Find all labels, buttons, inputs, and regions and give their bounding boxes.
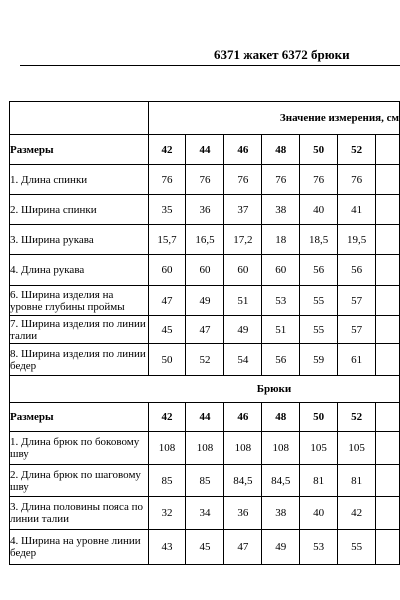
param-label: 1. Длина спинки <box>10 165 149 195</box>
blank-cell <box>376 225 400 255</box>
blank-cell <box>376 135 400 165</box>
value-cell: 54 <box>224 344 262 376</box>
value-cell: 41 <box>338 195 376 225</box>
value-cell: 40 <box>300 497 338 530</box>
measure-title: Значение измерения, см <box>148 102 399 135</box>
value-cell: 85 <box>148 465 186 497</box>
value-cell: 56 <box>262 344 300 376</box>
jacket-size-row <box>10 135 400 165</box>
value-cell: 43 <box>148 530 186 565</box>
size-header: 50 <box>300 403 338 432</box>
table-row <box>10 530 400 565</box>
value-cell: 53 <box>262 286 300 316</box>
param-label: 2. Ширина спинки <box>10 195 149 225</box>
value-cell: 18 <box>262 225 300 255</box>
value-cell: 49 <box>186 286 224 316</box>
size-chart-table <box>9 101 400 565</box>
value-cell: 105 <box>338 432 376 465</box>
value-cell: 60 <box>186 255 224 286</box>
value-cell: 55 <box>338 530 376 565</box>
value-cell: 60 <box>262 255 300 286</box>
value-cell: 45 <box>186 530 224 565</box>
size-label: Размеры <box>10 135 149 165</box>
blank-cell <box>376 255 400 286</box>
value-cell: 55 <box>300 316 338 344</box>
value-cell: 47 <box>148 286 186 316</box>
value-cell: 42 <box>338 497 376 530</box>
blank-cell <box>376 465 400 497</box>
value-cell: 57 <box>338 316 376 344</box>
param-label: 6. Ширина изделия на уровне глубины проймы <box>10 286 149 316</box>
value-cell: 32 <box>148 497 186 530</box>
value-cell: 15,7 <box>148 225 186 255</box>
value-cell: 36 <box>224 497 262 530</box>
value-cell: 38 <box>262 497 300 530</box>
value-cell: 56 <box>338 255 376 286</box>
value-cell: 59 <box>300 344 338 376</box>
table-row <box>10 432 400 465</box>
value-cell: 45 <box>148 316 186 344</box>
size-label: Размеры <box>10 403 149 432</box>
trousers-title-row <box>10 376 400 403</box>
blank-cell <box>376 195 400 225</box>
document-title: 6371 жакет 6372 брюки <box>214 47 350 62</box>
table-row <box>10 195 400 225</box>
table-row <box>10 316 400 344</box>
value-cell: 49 <box>224 316 262 344</box>
section-title: Брюки <box>10 376 400 403</box>
value-cell: 19,5 <box>338 225 376 255</box>
value-cell: 60 <box>224 255 262 286</box>
blank-cell <box>376 286 400 316</box>
table-row <box>10 465 400 497</box>
value-cell: 51 <box>224 286 262 316</box>
value-cell: 76 <box>338 165 376 195</box>
table-row <box>10 255 400 286</box>
value-cell: 85 <box>186 465 224 497</box>
blank-cell <box>376 497 400 530</box>
param-label: 3. Ширина рукава <box>10 225 149 255</box>
value-cell: 47 <box>186 316 224 344</box>
param-label: 2. Длина брюк по шаговому шву <box>10 465 149 497</box>
table-row <box>10 286 400 316</box>
value-cell: 51 <box>262 316 300 344</box>
size-header: 52 <box>338 403 376 432</box>
size-header: 50 <box>300 135 338 165</box>
table-row <box>10 165 400 195</box>
param-label: 8. Ширина изделия по линии бедер <box>10 344 149 376</box>
value-cell: 76 <box>262 165 300 195</box>
param-label: 7. Ширина изделия по линии талии <box>10 316 149 344</box>
blank-cell <box>376 530 400 565</box>
value-cell: 36 <box>186 195 224 225</box>
blank-cell <box>376 403 400 432</box>
value-cell: 76 <box>186 165 224 195</box>
trousers-size-row <box>10 403 400 432</box>
table-row <box>10 225 400 255</box>
value-cell: 76 <box>224 165 262 195</box>
value-cell: 61 <box>338 344 376 376</box>
value-cell: 105 <box>300 432 338 465</box>
size-header: 42 <box>148 403 186 432</box>
value-cell: 49 <box>262 530 300 565</box>
table-row <box>10 497 400 530</box>
table-row <box>10 344 400 376</box>
size-header: 48 <box>262 403 300 432</box>
param-label: 4. Ширина на уровне линии бедер <box>10 530 149 565</box>
corner-cell <box>10 102 149 135</box>
value-cell: 81 <box>300 465 338 497</box>
blank-cell <box>376 165 400 195</box>
value-cell: 18,5 <box>300 225 338 255</box>
size-header: 52 <box>338 135 376 165</box>
value-cell: 108 <box>148 432 186 465</box>
value-cell: 108 <box>224 432 262 465</box>
value-cell: 34 <box>186 497 224 530</box>
param-label: 1. Длина брюк по боковому шву <box>10 432 149 465</box>
value-cell: 38 <box>262 195 300 225</box>
value-cell: 17,2 <box>224 225 262 255</box>
value-cell: 47 <box>224 530 262 565</box>
size-header: 46 <box>224 135 262 165</box>
size-header: 44 <box>186 135 224 165</box>
value-cell: 84,5 <box>224 465 262 497</box>
value-cell: 35 <box>148 195 186 225</box>
param-label: 4. Длина рукава <box>10 255 149 286</box>
value-cell: 56 <box>300 255 338 286</box>
value-cell: 53 <box>300 530 338 565</box>
blank-cell <box>376 344 400 376</box>
param-label: 3. Длина половины пояса по линии талии <box>10 497 149 530</box>
value-cell: 52 <box>186 344 224 376</box>
value-cell: 76 <box>300 165 338 195</box>
value-cell: 57 <box>338 286 376 316</box>
value-cell: 108 <box>262 432 300 465</box>
value-cell: 40 <box>300 195 338 225</box>
value-cell: 81 <box>338 465 376 497</box>
value-cell: 37 <box>224 195 262 225</box>
size-header: 48 <box>262 135 300 165</box>
value-cell: 60 <box>148 255 186 286</box>
header-rule <box>20 65 400 66</box>
blank-cell <box>376 432 400 465</box>
value-cell: 84,5 <box>262 465 300 497</box>
size-header: 42 <box>148 135 186 165</box>
blank-cell <box>376 316 400 344</box>
value-cell: 50 <box>148 344 186 376</box>
jacket-measure-header-row <box>10 102 400 135</box>
value-cell: 55 <box>300 286 338 316</box>
size-header: 46 <box>224 403 262 432</box>
value-cell: 108 <box>186 432 224 465</box>
size-header: 44 <box>186 403 224 432</box>
value-cell: 16,5 <box>186 225 224 255</box>
value-cell: 76 <box>148 165 186 195</box>
